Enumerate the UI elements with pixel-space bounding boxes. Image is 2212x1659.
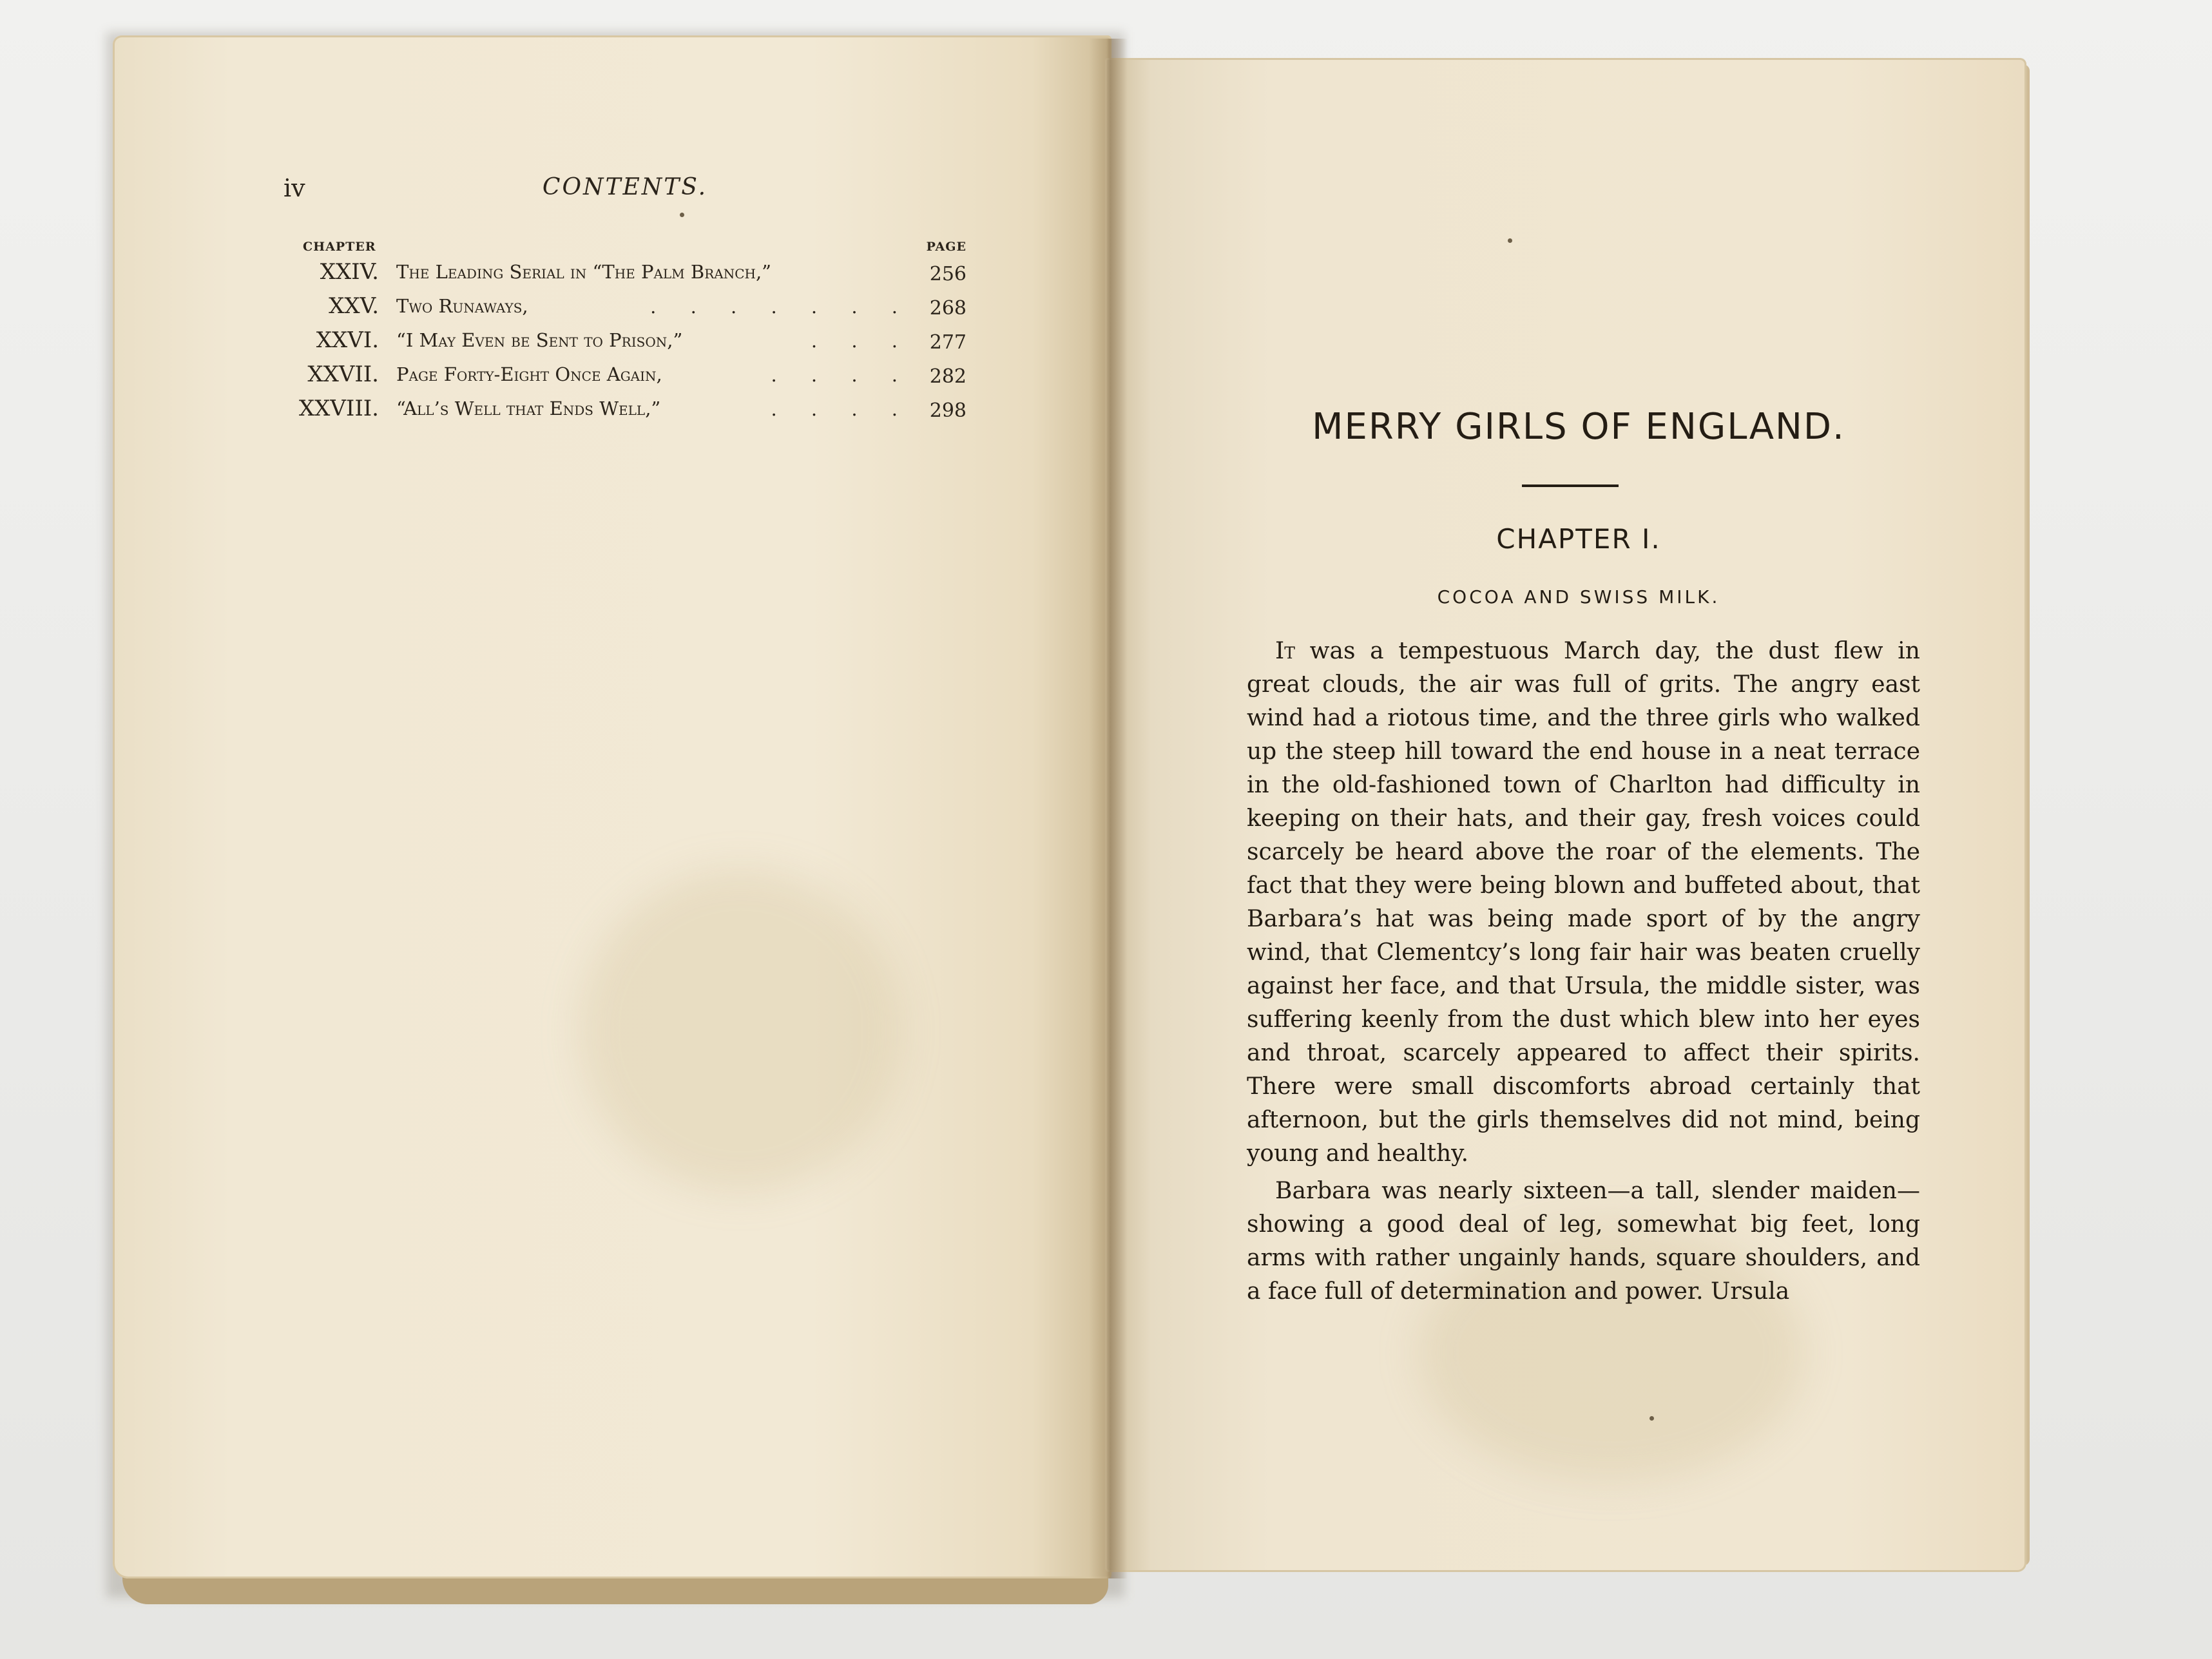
toc-chapter-title: “I May Even be Sent to Prison,” [396, 329, 683, 351]
toc-chapter-title: “All’s Well that Ends Well,” [396, 398, 661, 419]
toc-chapter-number: XXVIII. [298, 396, 379, 421]
toc-leader-dots: . . . . . . . [650, 296, 912, 318]
contents-title: CONTENTS. [542, 174, 708, 200]
toc-page-number: 256 [929, 263, 967, 285]
toc-entry [284, 259, 973, 293]
paragraph-text: Barbara was nearly sixteen—a tall, slender maiden—showing a good deal of leg, somewhat big feet, long arms with rather ungainly hands, square shoulders, and a face full of determination and power. Ursula [1247, 1178, 1920, 1305]
book-gutter [1089, 39, 1128, 1578]
toc-chapter-number: XXIV. [320, 259, 379, 285]
paper-speck [680, 213, 684, 217]
toc-chapter-title: Page Forty-Eight Once Again, [396, 363, 662, 385]
running-head [284, 174, 967, 213]
toc-chapter-number: XXVII. [307, 361, 379, 387]
paper-stain [580, 870, 902, 1192]
toc-entry [284, 396, 973, 430]
chapter-body-text [1247, 635, 1920, 1309]
toc-page-number: 268 [929, 297, 967, 320]
toc-page-number: 282 [929, 365, 967, 388]
title-rule [1522, 484, 1619, 487]
chapter-heading: CHAPTER I. [1496, 523, 1661, 555]
table-of-contents [284, 240, 973, 430]
toc-chapter-number: XXVI. [316, 327, 379, 353]
page-column-head: PAGE [926, 240, 967, 254]
toc-chapter-number: XXV. [329, 293, 379, 319]
chapter-subtitle: COCOA AND SWISS MILK. [1437, 586, 1720, 608]
book-title: MERRY GIRLS OF ENGLAND. [1312, 406, 1845, 448]
toc-column-heads [284, 240, 973, 259]
toc-leader-dots: . . . . [771, 364, 912, 386]
toc-chapter-title: The Leading Serial in “The Palm Branch,” [396, 261, 771, 283]
body-paragraph [1247, 1175, 1920, 1309]
toc-page-number: 277 [929, 331, 967, 354]
toc-page-number: 298 [929, 399, 967, 422]
page-folio: iv [284, 174, 305, 202]
toc-chapter-title: Two Runaways, [396, 295, 528, 317]
paper-speck [1508, 238, 1512, 243]
paper-speck [1649, 1416, 1654, 1421]
body-paragraph [1247, 635, 1920, 1171]
toc-entry [284, 361, 973, 396]
toc-entry [284, 293, 973, 327]
toc-entry [284, 327, 973, 361]
chapter-column-head: CHAPTER [303, 240, 376, 254]
paragraph-text: was a tempestuous March day, the dust flew in great clouds, the air was full of grits. The angry east wind had a riotous time, and the three girls who walked up the steep hill toward the end house in a neat terrace in the old-fashioned town of Charlton had difficulty in keeping on their hats, and their gay, fresh voices could scarcely be heard above the roar of the elements. The fact that they were being blown and buffeted about, that Barbara’s hat was being made sport of by the angry wind, that Clementcy’s long fair hair was beaten cruelly against her face, and that Ursula, the middle sister, was suffering keenly from the dust which blew into her eyes and throat, scarcely appeared to affect their spirits. There were small discomforts abroad certainly that afternoon, but the girls themselves did not mind, being young and healthy. [1247, 638, 1920, 1167]
toc-leader-dots: . . . [811, 330, 912, 352]
toc-leader-dots: . . . . [771, 398, 912, 420]
opening-word: It [1275, 638, 1295, 664]
